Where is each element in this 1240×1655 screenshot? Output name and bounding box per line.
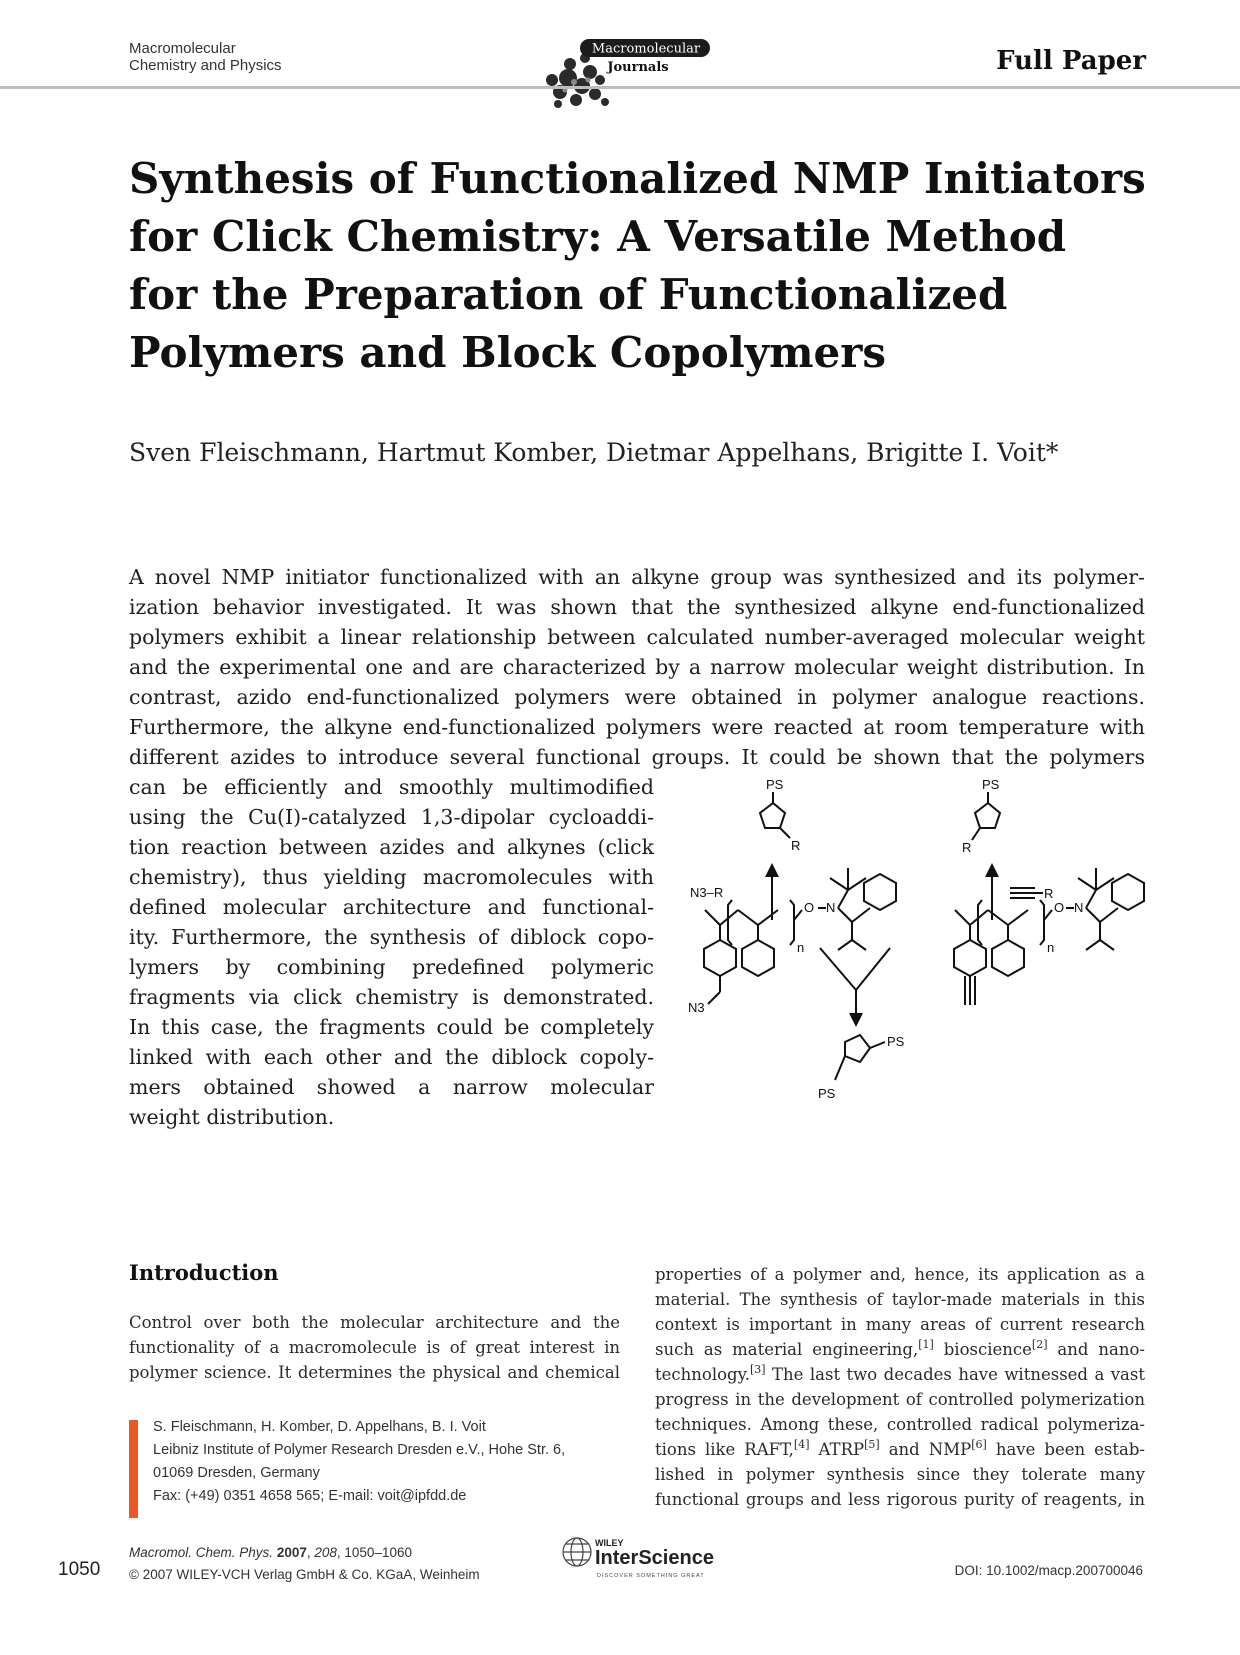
abstract-line: different azides to introduce several functional groups. It could be shown that the polymers	[129, 745, 1145, 769]
abstract-line: using the Cu(I)-catalyzed 1,3-dipolar cycloaddi-	[129, 805, 654, 829]
affiliation-line: S. Fleischmann, H. Komber, D. Appelhans, B. I. Voit	[153, 1419, 486, 1435]
ps-label: PS	[818, 1086, 836, 1101]
body-text: The last two decades have witnessed a vast	[765, 1365, 1145, 1384]
abstract-line: linked with each other and the diblock copoly-	[129, 1045, 654, 1069]
body-text: ATRP	[809, 1440, 865, 1459]
section-heading-introduction: Introduction	[129, 1260, 279, 1285]
n3-group-label: N3	[688, 1000, 705, 1015]
body-text: tions like RAFT,	[655, 1440, 794, 1459]
azide-polymer-structure	[704, 868, 896, 1004]
affiliation-accent-bar	[129, 1420, 138, 1518]
intro-left-column	[129, 1310, 620, 1385]
affiliation-block	[153, 1416, 565, 1508]
reaction-scheme	[680, 780, 1160, 1180]
affiliation-line: 01069 Dresden, Germany	[153, 1465, 320, 1481]
body-text: and nano-	[1047, 1340, 1145, 1359]
title-line: Synthesis of Functionalized NMP Initiators	[129, 154, 1146, 203]
abstract-line: contrast, azido end-functionalized polymers were obtained in polymer analogue reactions.	[129, 685, 1145, 709]
nitrogen-label: N	[826, 900, 836, 915]
abstract-line: In this case, the fragments could be completely	[129, 1015, 654, 1039]
r-label: R	[791, 838, 801, 853]
r-label: R	[1044, 886, 1054, 901]
globe-icon	[563, 1538, 591, 1566]
page-number: 1050	[58, 1559, 101, 1580]
journal-name	[129, 40, 282, 74]
r-label: R	[962, 840, 972, 855]
body-line: polymer science. It determines the physical and chemical	[129, 1363, 620, 1382]
body-line: Control over both the molecular architecture and the	[129, 1313, 620, 1332]
abstract-line: Furthermore, the alkyne end-functionalized polymers were reacted at room temperature with	[129, 715, 1145, 739]
body-line	[655, 1337, 1145, 1362]
body-line: context is important in many areas of current research	[655, 1315, 1145, 1334]
nitrogen-label: N	[1074, 900, 1084, 915]
abstract-line: mers obtained showed a narrow molecular	[129, 1075, 654, 1099]
author-list: Sven Fleischmann, Hartmut Komber, Dietmar Appelhans, Brigitte I. Voit*	[129, 438, 1059, 467]
abstract-line: weight distribution.	[129, 1105, 335, 1129]
abstract-line: chemistry), thus yielding macromolecules with	[129, 865, 654, 889]
body-text: such as material engineering,	[655, 1340, 919, 1359]
molecule-graphic	[546, 53, 609, 108]
body-line	[655, 1362, 1145, 1387]
citation-block	[129, 1542, 480, 1586]
copyright: © 2007 WILEY-VCH Verlag GmbH & Co. KGaA, Weinheim	[129, 1567, 480, 1582]
citation-ref: [5]	[864, 1438, 880, 1451]
citation-line: Macromol. Chem. Phys. 2007, 208, 1050–1060	[129, 1545, 412, 1560]
body-line: techniques. Among these, controlled radical polymeriza-	[655, 1415, 1145, 1434]
intro-right-column	[655, 1262, 1145, 1512]
abstract-line: and the experimental one and are characterized by a narrow molecular weight distribution. In	[129, 655, 1145, 679]
body-line: material. The synthesis of taylor-made materials in this	[655, 1290, 1145, 1309]
abstract-line: A novel NMP initiator functionalized with an alkyne group was synthesized and its polymer-	[129, 565, 1145, 589]
ps-label: PS	[887, 1034, 905, 1049]
citation-ref: [2]	[1031, 1338, 1048, 1351]
n-subscript: n	[1047, 940, 1055, 955]
n-subscript: n	[797, 940, 805, 955]
citation-ref: [1]	[918, 1338, 934, 1351]
citation-pages: , 1050–1060	[336, 1545, 412, 1560]
wiley-interscience-logo	[555, 1532, 745, 1582]
title-line: Polymers and Block Copolymers	[129, 328, 887, 377]
body-line: lished in polymer synthesis since they tolerate many	[655, 1465, 1145, 1484]
body-line	[655, 1437, 1145, 1462]
abstract-line: defined molecular architecture and functional-	[129, 895, 654, 919]
body-text: bioscience	[933, 1340, 1032, 1359]
abstract-line: ity. Furthermore, the synthesis of diblock copo-	[129, 925, 654, 949]
triazole-right-top	[972, 792, 1000, 840]
triazole-bottom	[835, 1035, 885, 1080]
journal-name-line2: Chemistry and Physics	[129, 57, 282, 74]
ps-label: PS	[982, 780, 1000, 792]
citation-year: 2007	[276, 1545, 307, 1560]
body-line: functionality of a macromolecule is of great interest in	[129, 1338, 620, 1357]
citation-ref: [4]	[793, 1438, 810, 1451]
body-text: and NMP	[879, 1440, 972, 1459]
oxygen-label: O	[804, 900, 815, 915]
doi: DOI: 10.1002/macp.200700046	[954, 1563, 1143, 1578]
title-line: for the Preparation of Functionalized	[129, 270, 1008, 319]
affiliation-line: Leibniz Institute of Polymer Research Dresden e.V., Hohe Str. 6,	[153, 1442, 566, 1458]
body-text: have been estab-	[986, 1440, 1146, 1459]
journal-name-line1: Macromolecular	[129, 40, 236, 57]
body-line: functional groups and less rigorous purity of reagents, in	[655, 1490, 1145, 1509]
body-line: properties of a polymer and, hence, its application as a	[655, 1265, 1145, 1284]
abstract-line: fragments via click chemistry is demonstrated.	[129, 985, 654, 1009]
macromolecular-journals-logo	[530, 20, 715, 108]
citation-ref: [3]	[749, 1363, 766, 1376]
abstract-line: can be efficiently and smoothly multimodified	[129, 775, 654, 799]
abstract-line: tion reaction between azides and alkynes (click	[129, 835, 654, 859]
paper-title	[129, 150, 1146, 382]
interscience-wordmark: InterScience	[595, 1547, 714, 1569]
abstract-narrow	[129, 772, 654, 1132]
citation-journal: Macromol. Chem. Phys.	[129, 1545, 274, 1560]
abstract-line: lymers by combining predefined polymeric	[129, 955, 654, 979]
header-divider	[0, 86, 1240, 89]
affiliation-line: Fax: (+49) 0351 4658 565; E-mail: voit@ipfdd.de	[153, 1488, 467, 1504]
logo-text-line1: Macromolecular	[591, 41, 701, 57]
abstract-line: polymers exhibit a linear relationship between calculated number-averaged molecular weight	[129, 625, 1145, 649]
azide-reagent-label: N3–R	[690, 885, 724, 900]
body-text: technology.	[655, 1365, 750, 1384]
oxygen-label: O	[1054, 900, 1065, 915]
citation-volume: 208	[314, 1545, 337, 1560]
wiley-tagline: DISCOVER SOMETHING GREAT	[597, 1573, 705, 1579]
body-line: progress in the development of controlled polymerization	[655, 1390, 1145, 1409]
triazole-left-top	[760, 792, 790, 838]
abstract-full-width	[129, 562, 1145, 772]
ps-label: PS	[766, 780, 784, 792]
logo-text-line2: Journals	[607, 60, 669, 75]
article-type: Full Paper	[996, 46, 1146, 76]
title-line: for Click Chemistry: A Versatile Method	[129, 212, 1067, 261]
wiley-wordmark: WILEY	[595, 1538, 624, 1548]
abstract-line: ization behavior investigated. It was shown that the synthesized alkyne end-functionalized	[129, 595, 1145, 619]
citation-ref: [6]	[971, 1438, 987, 1451]
